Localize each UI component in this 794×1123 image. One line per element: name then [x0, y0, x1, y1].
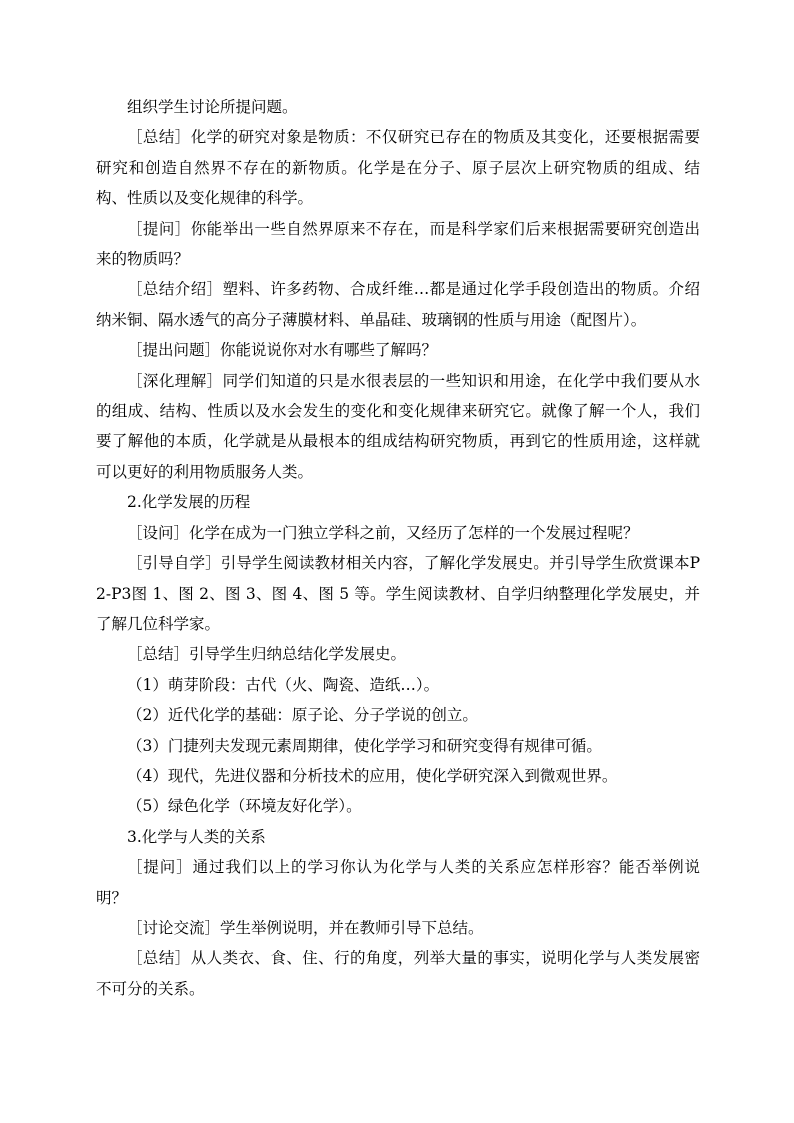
- paragraph-summary-relationship: ［总结］从人类衣、食、住、行的角度，列举大量的事实，说明化学与人类发展密不可分的关系。: [96, 949, 700, 998]
- paragraph-question-development: ［设问］化学在成为一门独立学科之前，又经历了怎样的一个发展过程呢？: [127, 523, 639, 542]
- section-heading-history: 2.化学发展的历程: [127, 493, 251, 512]
- paragraph-organize-discussion: 组织学生讨论所提问题。: [127, 98, 298, 116]
- list-item-stage-4: （4）现代，先进仪器和分析技术的应用，使化学研究深入到微观世界。: [127, 766, 618, 785]
- paragraph-summary-research-object: ［总结］化学的研究对象是物质：不仅研究已存在的物质及其变化，还要根据需要研究和创造自然界不存在的新物质。化学是在分子、原子层次上研究物质的组成、结构、性质以及变化规律的科学。: [96, 128, 700, 208]
- paragraph-summary-history: ［总结］引导学生归纳总结化学发展史。: [127, 645, 407, 664]
- list-item-stage-1: （1）萌芽阶段：古代（火、陶瓷、造纸…）。: [127, 675, 440, 694]
- paragraph-deepen-understanding: ［深化理解］同学们知道的只是水很表层的一些知识和用途，在化学中我们要从水的组成、结构、性质以及水会发生的变化和变化规律来研究它。就像了解一个人，我们要了解他的本质，化学就是从最根本的组成结构研究物质，再到它的性质用途，这样就可以更好的利用物质服务人类。: [96, 371, 700, 481]
- paragraph-guided-self-study: ［引导自学］引导学生阅读教材相关内容，了解化学发展史。并引导学生欣赏课本P2-P3图 1、图 2、图 3、图 4、图 5 等。学生阅读教材、自学归纳整理化学发展史，并了解几位科学家。: [96, 554, 700, 633]
- paragraph-discussion-exchange: ［讨论交流］学生举例说明，并在教师引导下总结。: [127, 918, 484, 937]
- paragraph-question-water: ［提出问题］你能说说你对水有哪些了解吗？: [127, 341, 438, 360]
- paragraph-question-relationship: ［提问］通过我们以上的学习你认为化学与人类的关系应怎样形容？能否举例说明？: [96, 858, 700, 907]
- list-item-stage-2: （2）近代化学的基础：原子论、分子学说的创立。: [127, 706, 478, 725]
- paragraph-question-new-substances: ［提问］你能举出一些自然界原来不存在，而是科学家们后来根据需要研究创造出来的物质吗？: [96, 219, 700, 269]
- paragraph-summary-intro-materials: ［总结介绍］塑料、许多药物、合成纤维…都是通过化学手段创造出的物质。介绍纳米铜、隔水透气的高分子薄膜材料、单晶硅、玻璃钢的性质与用途（配图片）。: [96, 280, 700, 329]
- list-item-stage-5: （5）绿色化学（环境友好化学）。: [127, 797, 362, 816]
- document-body: [96, 92, 700, 1004]
- list-item-stage-3: （3）门捷列夫发现元素周期律，使化学学习和研究变得有规律可循。: [127, 736, 602, 755]
- section-heading-relationship: 3.化学与人类的关系: [127, 827, 266, 846]
